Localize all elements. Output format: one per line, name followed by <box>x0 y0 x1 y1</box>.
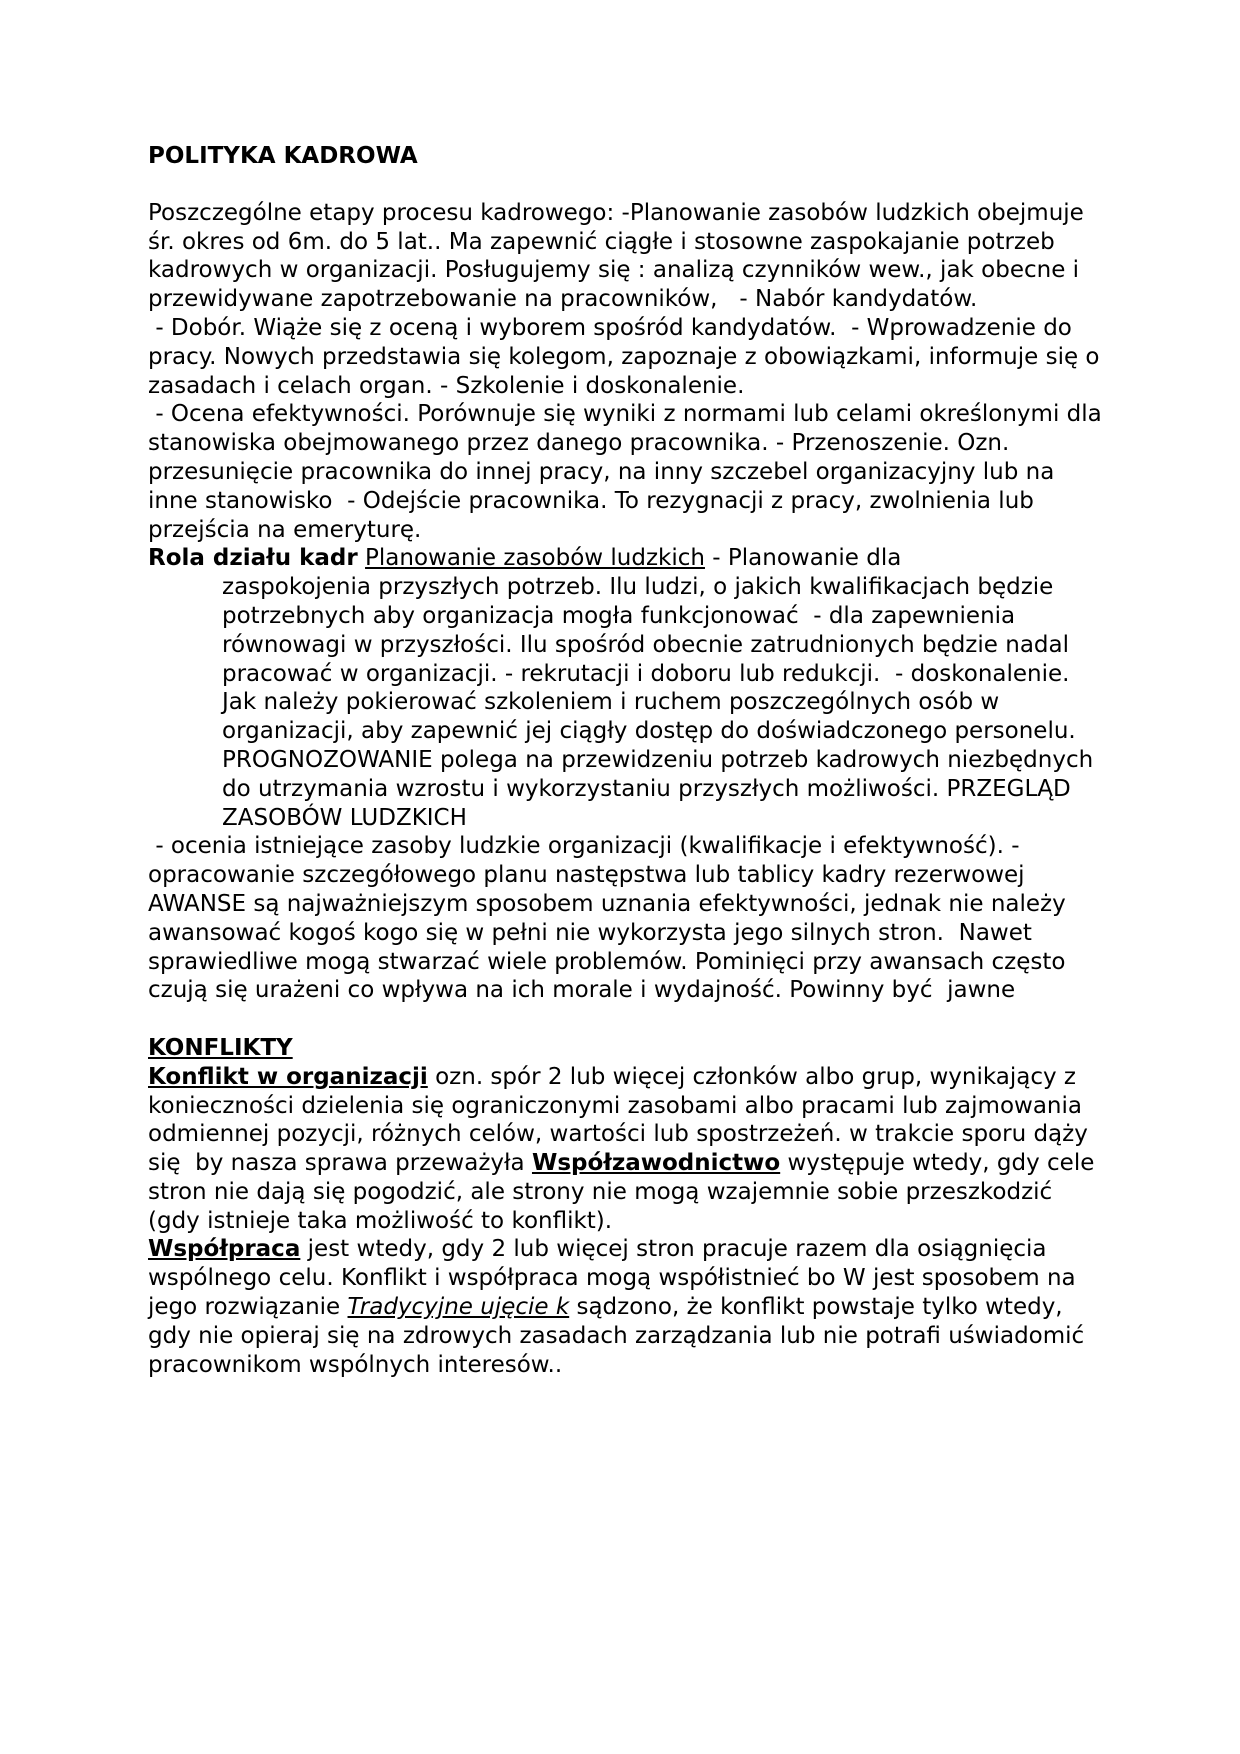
wspolzawodnictwo-text: występuje wtedy, gdy cele stron nie dają się pogodzić, ale strony nie mogą wzajemnie sobie przeszkodzić (gdy istnieje taka możliwość to konflikt). <box>148 1150 1102 1234</box>
paragraph-konflikt <box>148 1063 1108 1236</box>
wspolzawodnictwo-term: Współzawodnictwo <box>531 1150 781 1177</box>
paragraph-intro: Poszczególne etapy procesu kadrowego: -Planowanie zasobów ludzkich obejmuje śr. okres od 6m. do 5 lat.. Ma zapewnić ciągłe i stosowne zaspokajanie potrzeb kadrowych w organizacji. Posługujemy się : analizą czynników wew., jak obecne i przewidywane zapotrzebowanie na pracowników, - Nabór kandydatów. <box>148 199 1092 313</box>
konflikt-term: Konflikt w organizacji <box>148 1063 428 1090</box>
wspolpraca-term: Współpraca <box>148 1236 301 1263</box>
konflikty-heading: KONFLIKTY <box>148 1034 293 1061</box>
rola-label: Rola działu kadr <box>148 545 358 572</box>
konflikt-text: ozn. spór 2 lub więcej członków albo grup, wynikający z konieczności dzielenia się ograniczonymi zasobami albo pracami lub zajmowania odmiennej pozycji, różnych celów, wartości lub spostrzeżeń. w trakcie sporu dąży się by nasza sprawa przeważyła <box>148 1063 1096 1177</box>
wspolpraca-text: jest wtedy, gdy 2 lub więcej stron pracuje razem dla osiągnięcia wspólnego celu. Konflikt i współpraca mogą współistnieć bo W jest sposobem na jego rozwiązanie <box>148 1236 1083 1321</box>
tradycyjne-term: Tradycyjne ujęcie k <box>347 1294 570 1321</box>
document-page <box>148 142 1108 1379</box>
paragraph-dobor: - Dobór. Wiąże się z oceną i wyborem spośród kandydatów. - Wprowadzenie do pracy. Nowych przedstawia się kolegom, zapoznaje z obowiązkami, informuje się o zasadach i celach organ. - Szkolenie i doskonalenie. <box>148 314 1107 399</box>
paragraph-wspolpraca <box>148 1235 1108 1379</box>
spacer <box>148 1005 1108 1034</box>
paragraph-ocena: - Ocena efektywności. Porównuje się wyniki z normami lub celami określonymi dla stanowiska obejmowanego przez danego pracownika. - Przenoszenie. Ozn. przesunięcie pracownika do innej pracy, na inny szczebel organizacyjny lub na inne stanowisko - Odejście pracownika. To rezygnacji z pracy, zwolnienia lub przejścia na emeryturę. <box>148 401 1110 543</box>
rola-planowanie-link: Planowanie zasobów ludzkich <box>365 545 705 572</box>
document-title: POLITYKA KADROWA <box>148 143 418 169</box>
paragraph-rola-dzialu-kadr <box>148 544 1108 573</box>
paragraph-rola-indented: zaspokojenia przyszłych potrzeb. Ilu ludzi, o jakich kwalifikacjach będzie potrzebnych aby organizacja mogła funkcjonować - dla zapewnienia równowagi w przyszłości. Ilu spośród obecnie zatrudnionych będzie nadal pracować w organizacji. - rekrutacji i doboru lub redukcji. - doskonalenie. Jak należy pokierować szkoleniem i ruchem poszczególnych osób w organizacji, aby zapewnić jej ciągły dostęp do doświadczonego personelu. PROGNOZOWANIE polega na przewidzeniu potrzeb kadrowych niezbędnych do utrzymania wzrostu i wykorzystaniu przyszłych możliwości. PRZEGLĄD ZASOBÓW LUDZKICH <box>222 574 1101 831</box>
tradycyjne-text: sądzono, że konflikt powstaje tylko wtedy, gdy nie opieraj się na zdrowych zasadach zarządzania lub nie potrafi uświadomić pracownikom wspólnych interesów.. <box>148 1294 1092 1378</box>
rola-first-line: - Planowanie dla <box>704 545 902 572</box>
paragraph-przeglad: - ocenia istniejące zasoby ludzkie organizacji (kwalifikacje i efektywność). - opracowanie szczegółowego planu następstwa lub tablicy kadry rezerwowej AWANSE są najważniejszym sposobem uznania efektywności, jednak nie należy awansować kogoś kogo się w pełni nie wykorzysta jego silnych stron. Nawet sprawiedliwe mogą stwarzać wiele problemów. Pominięci przy awansach często czują się urażeni co wpływa na ich morale i wydajność. Powinny być jawne <box>148 833 1074 1004</box>
